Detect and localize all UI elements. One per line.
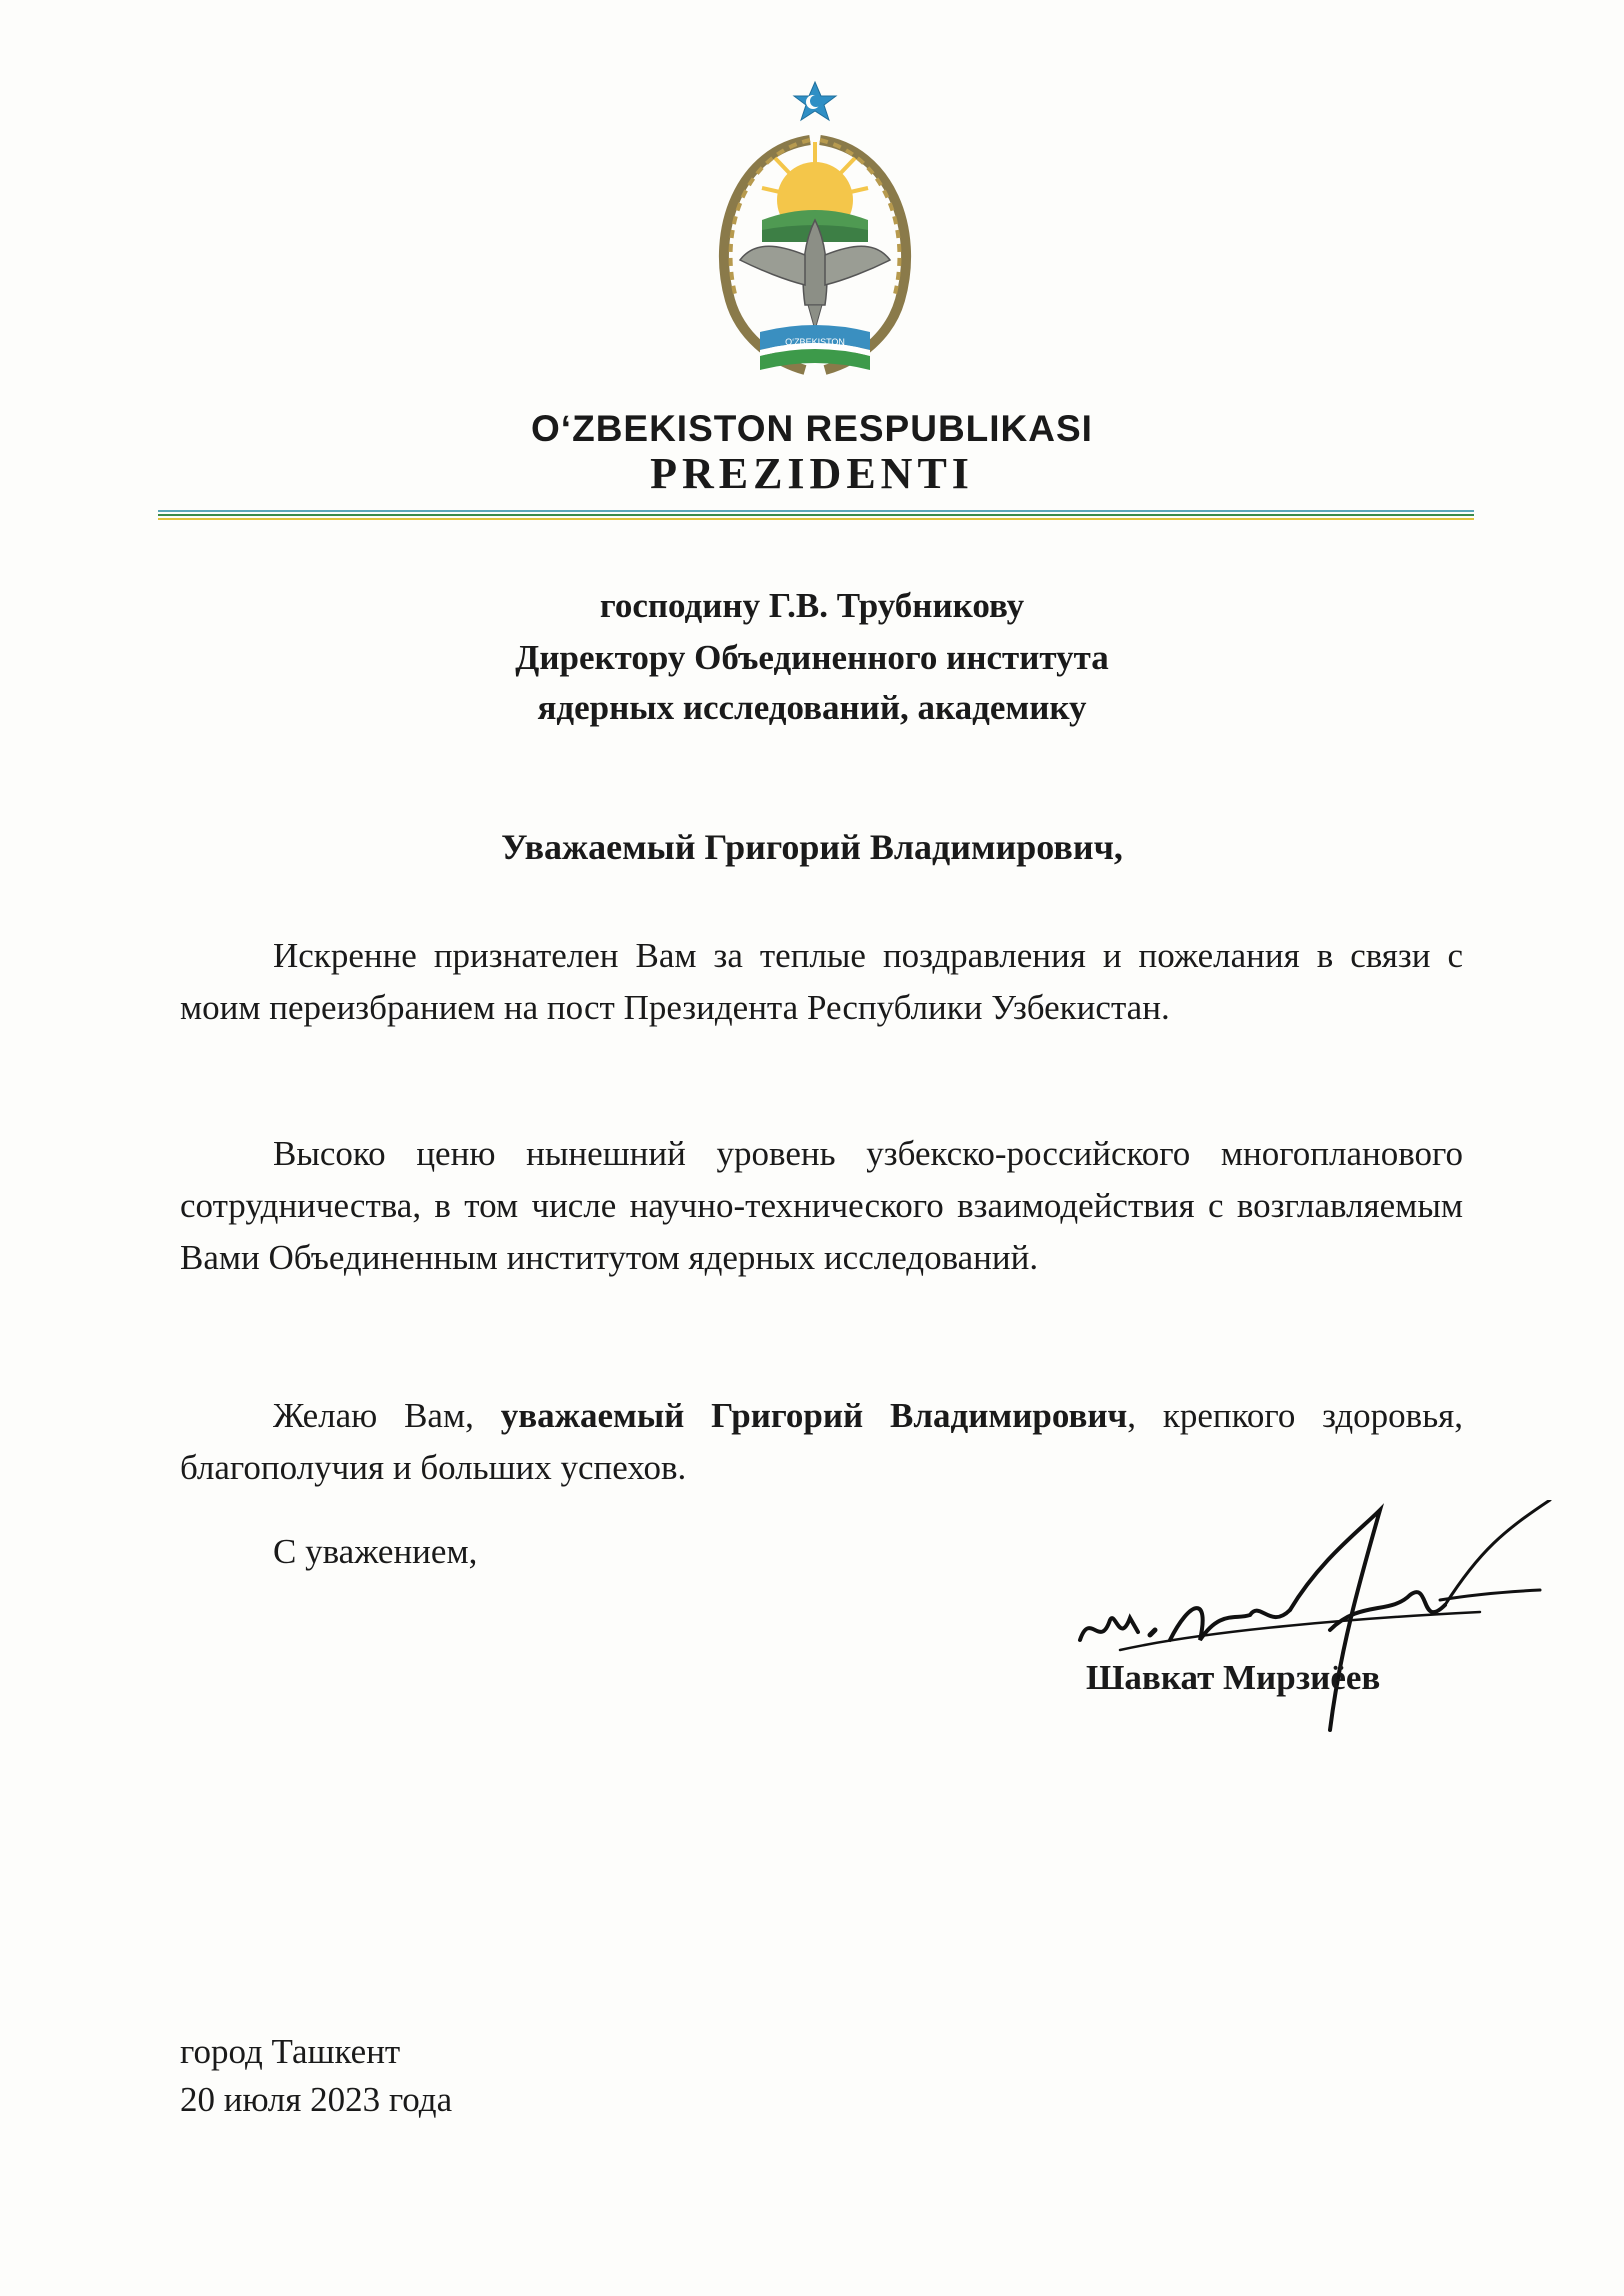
city-line: город Ташкент — [180, 2032, 401, 2071]
header-rule-gold — [158, 518, 1474, 520]
signer-name: Шавкат Мирзиёев — [1086, 1658, 1381, 1697]
header-rule-green — [158, 514, 1474, 516]
closing-regards: С уважением, — [273, 1532, 478, 1571]
state-emblem-icon — [700, 70, 930, 410]
body-paragraph-2: Высоко ценю нынешний уровень узбекско-российского многопланового сотрудничества, в том числе научно-технического взаимодействия с возглавляемым Вами Объединенным институтом ядерных исследований. — [180, 1134, 1463, 1277]
republic-title: O‘ZBEKISTON RESPUBLIKASI — [531, 408, 1093, 449]
body-paragraph-3 — [180, 1390, 1463, 1494]
addressee-line-3: ядерных исследований, академику — [537, 688, 1087, 727]
date-line: 20 июля 2023 года — [180, 2080, 453, 2119]
emblem-ribbon-text: O‘ZBEKISTON — [785, 337, 845, 347]
salutation: Уважаемый Григорий Владимирович, — [501, 827, 1123, 867]
p3-text-start: Желаю Вам, — [273, 1396, 501, 1435]
p3-text-end: , крепкого здоровья, благополучия и больших успехов. — [180, 1396, 1464, 1487]
office-title: PREZIDENTI — [650, 449, 974, 498]
body-paragraph-1: Искренне признателен Вам за теплые поздравления и пожелания в связи с моим переизбранием на пост Президента Республики Узбекистан. — [180, 936, 1463, 1027]
p3-bold-name: уважаемый Григорий Владимирович — [500, 1396, 1128, 1435]
addressee-line-2: Директору Объединенного института — [515, 638, 1109, 677]
header-rule-blue — [158, 510, 1474, 512]
signature-icon — [1060, 1500, 1560, 1740]
addressee-line-1: господину Г.В. Трубникову — [599, 586, 1025, 625]
